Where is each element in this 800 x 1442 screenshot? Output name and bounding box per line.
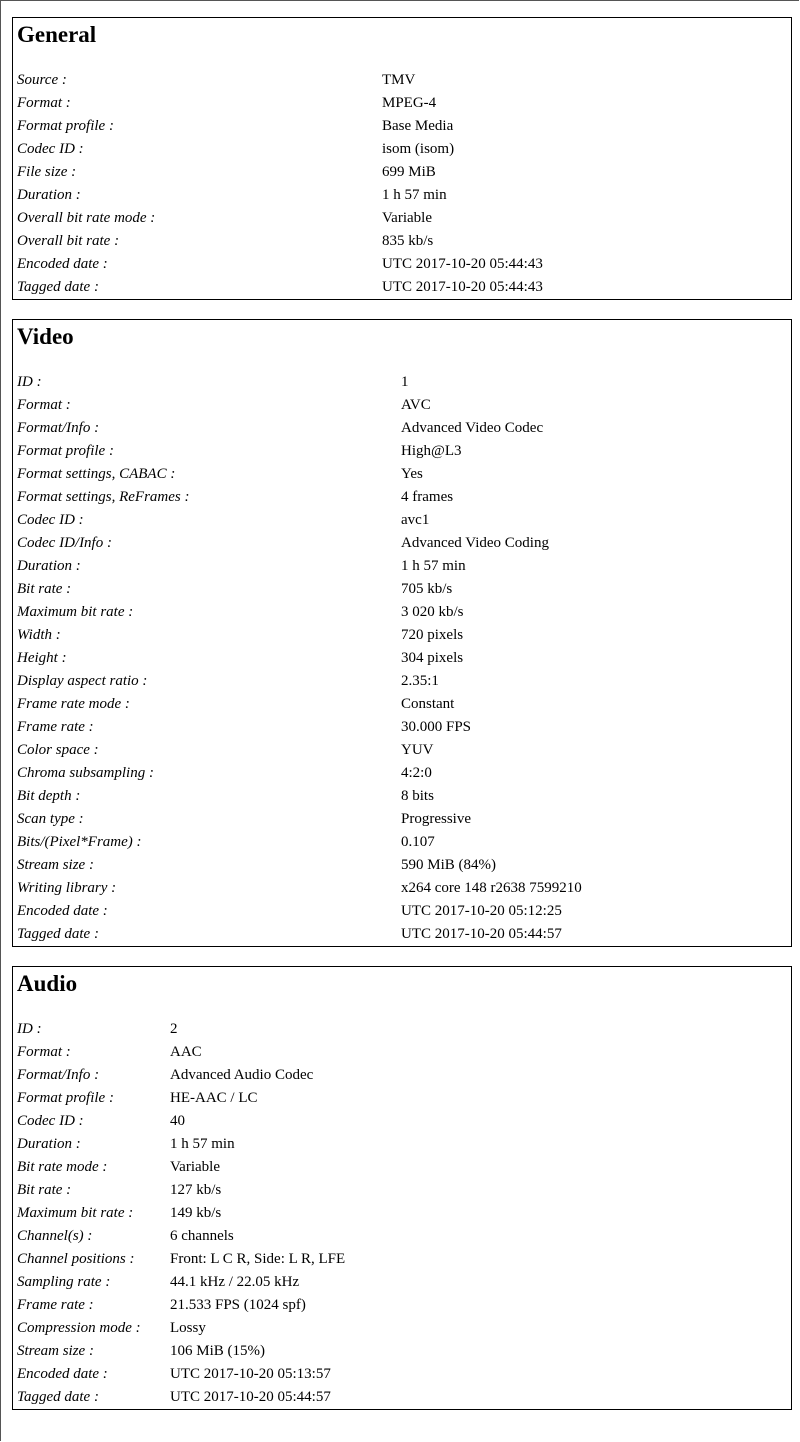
info-row	[17, 115, 787, 138]
field-value: YUV	[401, 742, 434, 758]
field-label: Codec ID/Info :	[17, 535, 112, 551]
field-value: 149 kb/s	[170, 1205, 222, 1221]
field-value: Constant	[401, 696, 455, 712]
field-label: Sampling rate :	[17, 1274, 111, 1290]
field-label: Format profile :	[17, 1090, 114, 1106]
field-value: 304 pixels	[401, 650, 464, 666]
field-value: x264 core 148 r2638 7599210	[401, 880, 582, 896]
field-value: avc1	[401, 512, 430, 528]
info-row	[17, 1064, 787, 1087]
field-label: Format profile :	[17, 443, 114, 459]
field-label: Format :	[17, 397, 71, 413]
field-label: Duration :	[17, 187, 81, 203]
field-label: Color space :	[17, 742, 99, 758]
field-label: Compression mode :	[17, 1320, 141, 1336]
field-value: AVC	[401, 397, 431, 413]
video-rows	[17, 371, 787, 946]
info-row	[17, 184, 787, 207]
field-value: 699 MiB	[382, 164, 436, 180]
info-row	[17, 161, 787, 184]
info-row	[17, 1202, 787, 1225]
field-label: Format settings, ReFrames :	[17, 489, 190, 505]
field-label: Source :	[17, 72, 67, 88]
field-label: Bit rate mode :	[17, 1159, 108, 1175]
field-value: 1 h 57 min	[382, 187, 447, 203]
info-row	[17, 1363, 787, 1386]
field-label: Height :	[17, 650, 67, 666]
field-label: Channel(s) :	[17, 1228, 93, 1244]
info-row	[17, 900, 787, 923]
field-value: 106 MiB (15%)	[170, 1343, 265, 1359]
info-row	[17, 1248, 787, 1271]
info-row	[17, 371, 787, 394]
audio-rows	[17, 1018, 787, 1409]
info-row	[17, 762, 787, 785]
info-row	[17, 394, 787, 417]
field-value: High@L3	[401, 443, 462, 459]
field-value: Lossy	[170, 1320, 206, 1336]
field-value: Front: L C R, Side: L R, LFE	[170, 1251, 346, 1267]
field-label: Frame rate mode :	[17, 696, 130, 712]
info-row	[17, 1340, 787, 1363]
info-row	[17, 808, 787, 831]
info-row	[17, 601, 787, 624]
info-row	[17, 417, 787, 440]
field-label: Tagged date :	[17, 926, 99, 942]
field-value: Variable	[170, 1159, 220, 1175]
field-value: Variable	[382, 210, 432, 226]
field-value: 2.35:1	[401, 673, 439, 689]
field-value: 4 frames	[401, 489, 454, 505]
field-label: Codec ID :	[17, 1113, 84, 1129]
field-label: Bit depth :	[17, 788, 81, 804]
field-label: Overall bit rate :	[17, 233, 120, 249]
field-label: Format settings, CABAC :	[17, 466, 176, 482]
field-value: 40	[170, 1113, 185, 1129]
field-value: 835 kb/s	[382, 233, 434, 249]
field-value: 720 pixels	[401, 627, 464, 643]
field-label: Bit rate :	[17, 1182, 72, 1198]
field-value: MPEG-4	[382, 95, 437, 111]
field-value: Yes	[401, 466, 423, 482]
field-label: Encoded date :	[17, 256, 108, 272]
field-value: 705 kb/s	[401, 581, 453, 597]
info-row	[17, 647, 787, 670]
field-label: Frame rate :	[17, 719, 94, 735]
field-label: Width :	[17, 627, 61, 643]
field-label: Maximum bit rate :	[17, 604, 134, 620]
info-row	[17, 578, 787, 601]
info-row	[17, 1018, 787, 1041]
field-value: UTC 2017-10-20 05:13:57	[170, 1366, 331, 1382]
info-row	[17, 1133, 787, 1156]
field-label: Chroma subsampling :	[17, 765, 154, 781]
info-row	[17, 877, 787, 900]
info-row	[17, 463, 787, 486]
field-label: Format :	[17, 95, 71, 111]
info-row	[17, 92, 787, 115]
field-label: Stream size :	[17, 1343, 94, 1359]
field-label: Tagged date :	[17, 279, 99, 295]
info-row	[17, 693, 787, 716]
info-row	[17, 253, 787, 276]
field-value: UTC 2017-10-20 05:44:43	[382, 279, 543, 295]
field-label: Format :	[17, 1044, 71, 1060]
info-row	[17, 1179, 787, 1202]
field-value: Progressive	[401, 811, 471, 827]
field-label: Overall bit rate mode :	[17, 210, 156, 226]
field-label: Duration :	[17, 558, 81, 574]
info-row	[17, 1386, 787, 1409]
field-label: Format/Info :	[17, 1067, 100, 1083]
field-value: UTC 2017-10-20 05:44:57	[170, 1389, 331, 1405]
field-value: 44.1 kHz / 22.05 kHz	[170, 1274, 300, 1290]
info-row	[17, 69, 787, 92]
field-value: 1 h 57 min	[401, 558, 466, 574]
field-value: Advanced Audio Codec	[170, 1067, 314, 1083]
info-row	[17, 923, 787, 946]
field-label: Bits/(Pixel*Frame) :	[17, 834, 142, 850]
info-row	[17, 624, 787, 647]
field-label: Writing library :	[17, 880, 117, 896]
info-row	[17, 785, 787, 808]
field-label: Codec ID :	[17, 141, 84, 157]
field-value: UTC 2017-10-20 05:44:43	[382, 256, 543, 272]
general-section	[12, 17, 792, 300]
info-row	[17, 138, 787, 161]
info-row	[17, 1225, 787, 1248]
field-value: 1 h 57 min	[170, 1136, 235, 1152]
video-heading: Video	[17, 324, 74, 349]
field-value: 590 MiB (84%)	[401, 857, 496, 873]
field-label: Format profile :	[17, 118, 114, 134]
info-row	[17, 1087, 787, 1110]
field-value: UTC 2017-10-20 05:12:25	[401, 903, 562, 919]
info-row	[17, 230, 787, 253]
info-row	[17, 276, 787, 299]
info-row	[17, 1317, 787, 1340]
field-value: Advanced Video Coding	[401, 535, 549, 551]
general-heading: General	[17, 22, 97, 47]
info-row	[17, 1110, 787, 1133]
field-value: UTC 2017-10-20 05:44:57	[401, 926, 562, 942]
field-value: 6 channels	[170, 1228, 234, 1244]
field-value: 2	[170, 1021, 178, 1037]
video-section	[12, 319, 792, 947]
field-value: 4:2:0	[401, 765, 432, 781]
field-value: isom (isom)	[382, 141, 455, 157]
field-label: ID :	[17, 1021, 42, 1037]
field-label: Maximum bit rate :	[17, 1205, 134, 1221]
field-label: File size :	[17, 164, 77, 180]
field-label: ID :	[17, 374, 42, 390]
info-row	[17, 831, 787, 854]
field-label: Duration :	[17, 1136, 81, 1152]
field-value: Advanced Video Codec	[401, 420, 544, 436]
field-label: Stream size :	[17, 857, 94, 873]
field-value: 0.107	[401, 834, 435, 850]
info-row	[17, 670, 787, 693]
info-row	[17, 207, 787, 230]
info-row	[17, 532, 787, 555]
field-value: 8 bits	[401, 788, 434, 804]
field-value: AAC	[170, 1044, 202, 1060]
info-row	[17, 440, 787, 463]
field-label: Codec ID :	[17, 512, 84, 528]
audio-section	[12, 966, 792, 1410]
general-rows	[17, 69, 787, 299]
info-row	[17, 1156, 787, 1179]
field-label: Display aspect ratio :	[17, 673, 148, 689]
field-value: 127 kb/s	[170, 1182, 222, 1198]
info-row	[17, 739, 787, 762]
field-label: Format/Info :	[17, 420, 100, 436]
field-value: TMV	[382, 72, 416, 88]
field-label: Frame rate :	[17, 1297, 94, 1313]
field-value: 30.000 FPS	[401, 719, 472, 735]
field-value: 21.533 FPS (1024 spf)	[170, 1297, 306, 1313]
info-row	[17, 716, 787, 739]
info-row	[17, 555, 787, 578]
field-value: 3 020 kb/s	[401, 604, 464, 620]
field-label: Scan type :	[17, 811, 84, 827]
field-value: HE-AAC / LC	[170, 1090, 258, 1106]
field-value: Base Media	[382, 118, 454, 134]
field-value: 1	[401, 374, 409, 390]
info-row	[17, 1294, 787, 1317]
info-row	[17, 509, 787, 532]
info-row	[17, 854, 787, 877]
field-label: Encoded date :	[17, 1366, 108, 1382]
field-label: Bit rate :	[17, 581, 72, 597]
field-label: Channel positions :	[17, 1251, 135, 1267]
audio-heading: Audio	[17, 971, 78, 996]
info-row	[17, 1041, 787, 1064]
info-row	[17, 1271, 787, 1294]
field-label: Tagged date :	[17, 1389, 99, 1405]
info-row	[17, 486, 787, 509]
field-label: Encoded date :	[17, 903, 108, 919]
